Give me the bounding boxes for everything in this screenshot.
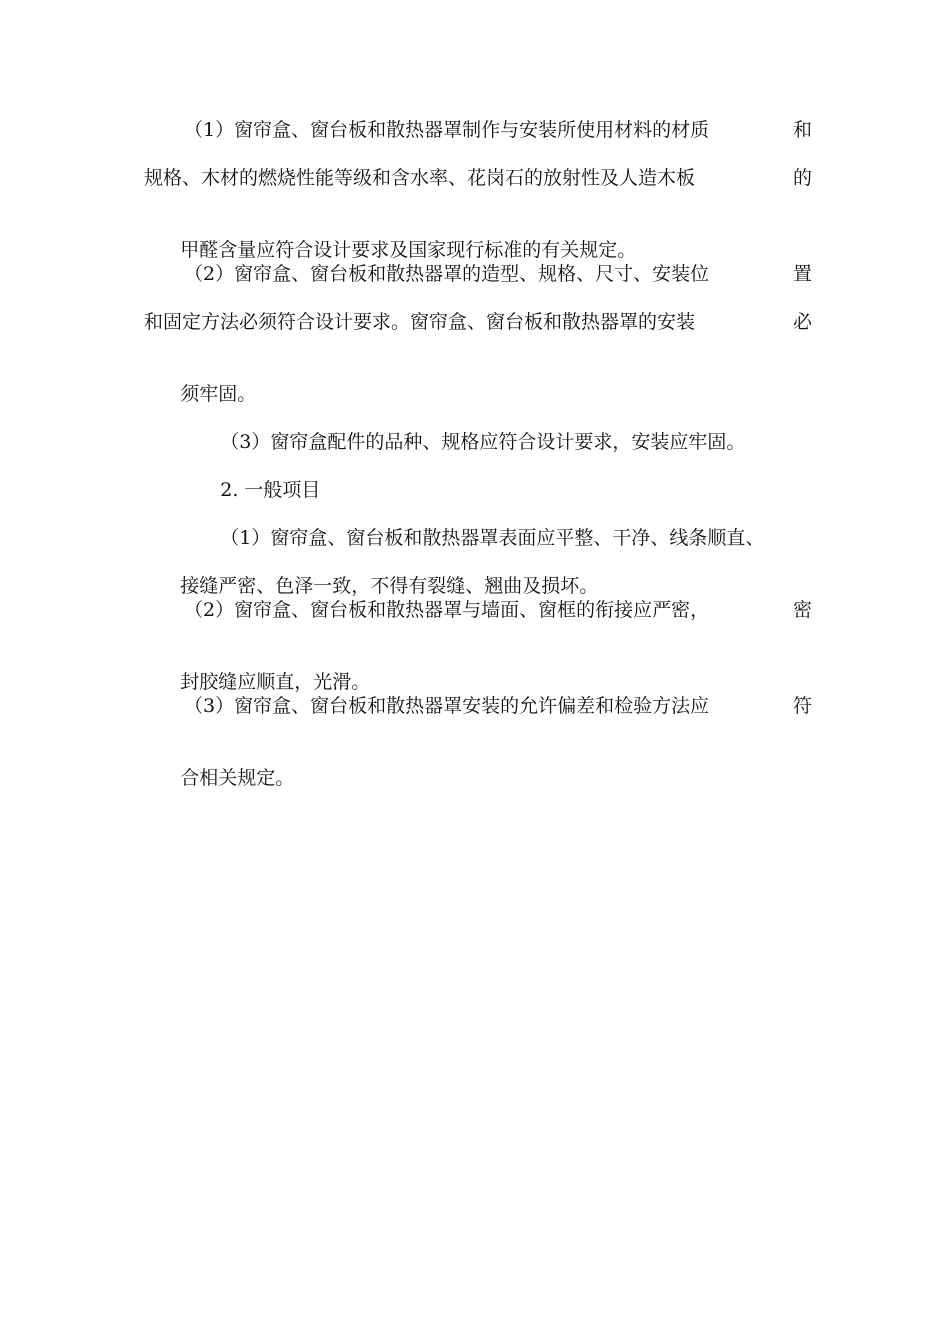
text-span: 密 (792, 599, 812, 621)
text-span: （1）窗帘盒、窗台板和散热器罩制作与安装所使用材料的材质 (184, 119, 710, 141)
paragraph-1-line-2 (144, 166, 812, 190)
paragraph-6-line-2 (144, 742, 812, 789)
paragraph-5-line-2 (144, 646, 812, 693)
text-span: （2）窗帘盒、窗台板和散热器罩与墙面、窗框的衔接应严密， (184, 599, 710, 621)
paragraph-6-line-1 (144, 694, 812, 718)
text-span: 符 (792, 695, 812, 717)
text-span: 须牢固。 (180, 383, 257, 405)
paragraph-1-line-3 (144, 214, 812, 261)
text-span: （3）窗帘盒配件的品种、规格应符合设计要求，安装应牢固。 (220, 431, 746, 453)
paragraph-3-line-1 (144, 406, 812, 453)
paragraph-2-line-3 (144, 358, 812, 405)
text-span: 和 (792, 119, 812, 141)
text-span: 的 (792, 167, 812, 189)
paragraph-2-line-2 (144, 310, 812, 334)
paragraph-5-line-1 (144, 598, 812, 622)
text-span: 必 (792, 311, 812, 333)
paragraph-4-line-1 (144, 502, 812, 549)
text-span: （3）窗帘盒、窗台板和散热器罩安装的允许偏差和检验方法应 (184, 695, 710, 717)
text-span: 封胶缝应顺直，光滑。 (180, 671, 371, 693)
text-span: 接缝严密、色泽一致，不得有裂缝、翘曲及损坏。 (180, 575, 599, 597)
text-span: 置 (792, 263, 812, 285)
document-body (144, 118, 812, 790)
text-span: （1）窗帘盒、窗台板和散热器罩表面应平整、干净、线条顺直、 (220, 527, 765, 549)
paragraph-1-line-1 (144, 118, 812, 142)
text-span: 2. 一般项目 (220, 479, 321, 501)
text-span: （2）窗帘盒、窗台板和散热器罩的造型、规格、尺寸、安装位 (184, 263, 710, 285)
text-span: 规格、木材的燃烧性能等级和含水率、花岗石的放射性及人造木板 (144, 167, 696, 189)
text-span: 甲醛含量应符合设计要求及国家现行标准的有关规定。 (180, 239, 637, 261)
section-heading (144, 454, 812, 501)
paragraph-4-line-2 (144, 550, 812, 597)
text-span: 和固定方法必须符合设计要求。窗帘盒、窗台板和散热器罩的安装 (144, 311, 696, 333)
text-span: 合相关规定。 (180, 767, 295, 789)
paragraph-2-line-1 (144, 262, 812, 286)
